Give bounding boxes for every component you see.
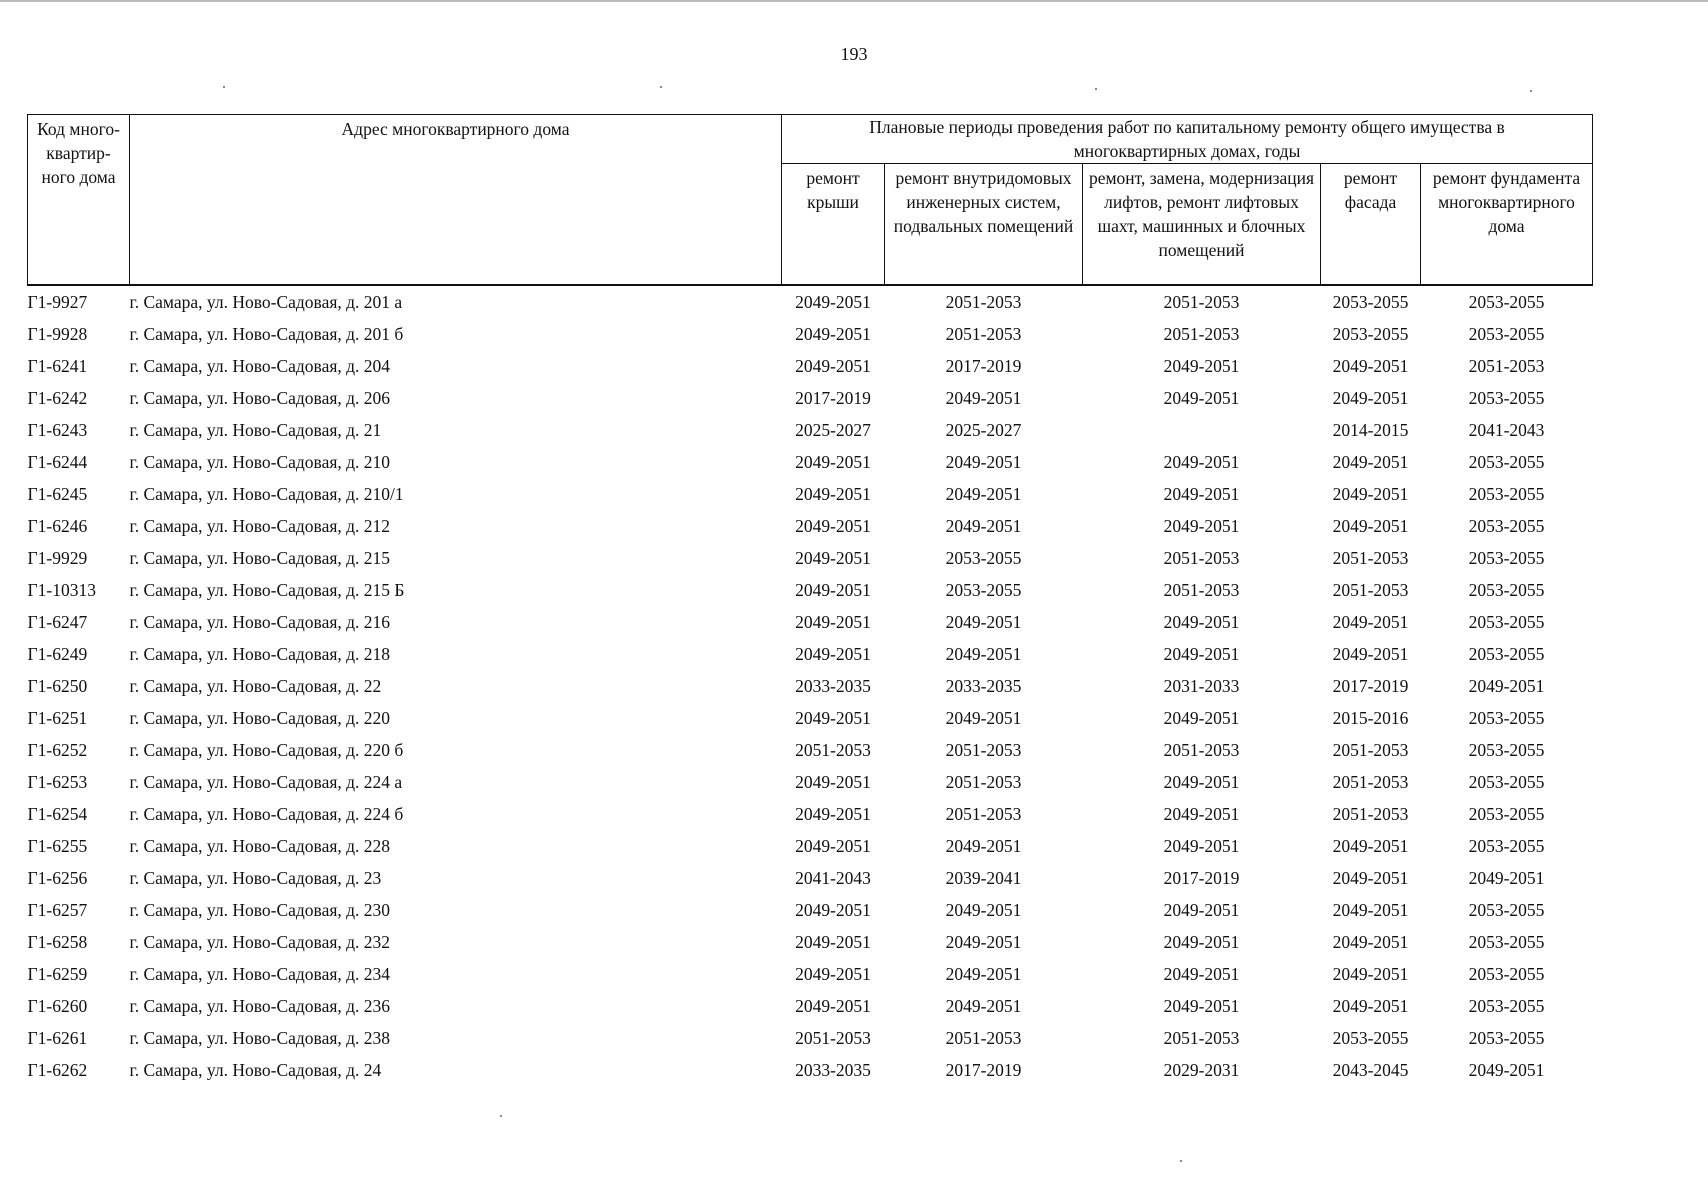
cell-address: г. Самара, ул. Ново-Садовая, д. 220 xyxy=(129,708,391,728)
cell-foundation: 2053-2055 xyxy=(1468,484,1545,504)
cell-foundation: 2053-2055 xyxy=(1468,516,1545,536)
scan-speck xyxy=(500,1115,502,1117)
cell-foundation: 2053-2055 xyxy=(1468,900,1545,920)
cell-elevators: 2051-2053 xyxy=(1163,1028,1240,1048)
cell-facade: 2049-2051 xyxy=(1332,644,1409,664)
scan-speck xyxy=(1530,90,1532,92)
cell-facade: 2051-2053 xyxy=(1332,548,1409,568)
cell-foundation: 2053-2055 xyxy=(1468,964,1545,984)
cell-address: г. Самара, ул. Ново-Садовая, д. 204 xyxy=(129,356,391,376)
cell-engineering: 2025-2027 xyxy=(945,420,1022,440)
table-row xyxy=(28,958,1593,990)
cell-code: Г1-6255 xyxy=(27,836,88,856)
cell-roof: 2049-2051 xyxy=(795,772,871,792)
page-number: 193 xyxy=(840,44,868,64)
cell-code: Г1-9929 xyxy=(27,548,88,568)
cell-address: г. Самара, ул. Ново-Садовая, д. 224 а xyxy=(129,772,403,792)
cell-foundation: 2049-2051 xyxy=(1468,868,1545,888)
cell-facade: 2051-2053 xyxy=(1332,804,1409,824)
cell-facade: 2049-2051 xyxy=(1332,900,1409,920)
cell-engineering: 2051-2053 xyxy=(945,292,1022,312)
cell-engineering: 2017-2019 xyxy=(945,1060,1022,1080)
cell-engineering: 2051-2053 xyxy=(945,804,1022,824)
cell-foundation: 2053-2055 xyxy=(1468,772,1545,792)
cell-address: г. Самара, ул. Ново-Садовая, д. 22 xyxy=(129,676,382,696)
cell-foundation: 2053-2055 xyxy=(1468,1028,1545,1048)
cell-foundation: 2053-2055 xyxy=(1468,932,1545,952)
cell-code: Г1-6241 xyxy=(27,356,88,376)
cell-engineering: 2049-2051 xyxy=(945,900,1022,920)
cell-engineering: 2049-2051 xyxy=(945,516,1022,536)
cell-address: г. Самара, ул. Ново-Садовая, д. 23 xyxy=(129,868,382,888)
cell-roof: 2049-2051 xyxy=(795,292,871,312)
cell-foundation: 2053-2055 xyxy=(1468,612,1545,632)
table-row xyxy=(28,285,1593,318)
cell-address: г. Самара, ул. Ново-Садовая, д. 201 б xyxy=(129,324,404,344)
cell-engineering: 2049-2051 xyxy=(945,996,1022,1016)
scan-top-border xyxy=(0,0,1708,2)
cell-elevators: 2049-2051 xyxy=(1163,356,1240,376)
cell-engineering: 2051-2053 xyxy=(945,324,1022,344)
cell-elevators: 2049-2051 xyxy=(1163,484,1240,504)
cell-roof: 2049-2051 xyxy=(795,484,871,504)
cell-engineering: 2049-2051 xyxy=(945,452,1022,472)
cell-code: Г1-6253 xyxy=(27,772,88,792)
cell-engineering: 2039-2041 xyxy=(945,868,1022,888)
cell-roof: 2049-2051 xyxy=(795,964,871,984)
cell-foundation: 2053-2055 xyxy=(1468,292,1545,312)
cell-elevators: 2049-2051 xyxy=(1163,612,1240,632)
scan-speck xyxy=(660,86,662,88)
cell-elevators: 2049-2051 xyxy=(1163,772,1240,792)
cell-facade: 2049-2051 xyxy=(1332,612,1409,632)
cell-code: Г1-6259 xyxy=(27,964,88,984)
table-row xyxy=(28,702,1593,734)
cell-roof: 2049-2051 xyxy=(795,932,871,952)
table-row xyxy=(28,830,1593,862)
header-roof: ремонт крыши xyxy=(782,164,885,286)
cell-code: Г1-6261 xyxy=(27,1028,88,1048)
cell-engineering: 2049-2051 xyxy=(945,388,1022,408)
cell-facade: 2049-2051 xyxy=(1332,516,1409,536)
cell-address: г. Самара, ул. Ново-Садовая, д. 218 xyxy=(129,644,391,664)
cell-roof: 2025-2027 xyxy=(795,420,871,440)
cell-elevators: 2051-2053 xyxy=(1163,292,1240,312)
cell-facade: 2049-2051 xyxy=(1332,356,1409,376)
capital-repair-table xyxy=(27,114,1593,1086)
cell-foundation: 2049-2051 xyxy=(1468,1060,1545,1080)
cell-facade: 2049-2051 xyxy=(1332,484,1409,504)
table-row xyxy=(28,670,1593,702)
cell-engineering: 2049-2051 xyxy=(945,708,1022,728)
cell-foundation: 2053-2055 xyxy=(1468,644,1545,664)
cell-engineering: 2049-2051 xyxy=(945,964,1022,984)
cell-code: Г1-6256 xyxy=(27,868,88,888)
cell-roof: 2049-2051 xyxy=(795,836,871,856)
cell-code: Г1-6249 xyxy=(27,644,88,664)
table-row xyxy=(28,1022,1593,1054)
cell-facade: 2053-2055 xyxy=(1332,324,1409,344)
cell-code: Г1-6260 xyxy=(27,996,88,1016)
cell-roof: 2049-2051 xyxy=(795,900,871,920)
cell-facade: 2053-2055 xyxy=(1332,292,1409,312)
cell-foundation: 2053-2055 xyxy=(1468,804,1545,824)
table-row xyxy=(28,574,1593,606)
cell-elevators: 2049-2051 xyxy=(1163,644,1240,664)
cell-foundation: 2053-2055 xyxy=(1468,740,1545,760)
scan-speck xyxy=(1180,1160,1182,1162)
cell-roof: 2017-2019 xyxy=(795,388,871,408)
cell-facade: 2053-2055 xyxy=(1332,1028,1409,1048)
cell-elevators: 2049-2051 xyxy=(1163,452,1240,472)
cell-code: Г1-6254 xyxy=(27,804,88,824)
header-address: Адрес многоквартирного дома xyxy=(130,115,782,286)
cell-roof: 2049-2051 xyxy=(795,612,871,632)
cell-address: г. Самара, ул. Ново-Садовая, д. 220 б xyxy=(129,740,404,760)
cell-roof: 2049-2051 xyxy=(795,996,871,1016)
table-row xyxy=(28,990,1593,1022)
table-row xyxy=(28,414,1593,446)
cell-engineering: 2033-2035 xyxy=(945,676,1022,696)
cell-elevators: 2049-2051 xyxy=(1163,516,1240,536)
cell-roof: 2049-2051 xyxy=(795,356,871,376)
table-row xyxy=(28,446,1593,478)
cell-foundation: 2053-2055 xyxy=(1468,836,1545,856)
cell-engineering: 2049-2051 xyxy=(945,836,1022,856)
cell-elevators: 2051-2053 xyxy=(1163,580,1240,600)
cell-address: г. Самара, ул. Ново-Садовая, д. 212 xyxy=(129,516,391,536)
cell-facade: 2049-2051 xyxy=(1332,836,1409,856)
cell-roof: 2049-2051 xyxy=(795,580,871,600)
cell-roof: 2049-2051 xyxy=(795,452,871,472)
cell-address: г. Самара, ул. Ново-Садовая, д. 238 xyxy=(129,1028,391,1048)
table-row xyxy=(28,318,1593,350)
cell-code: Г1-6251 xyxy=(27,708,88,728)
table-row xyxy=(28,606,1593,638)
cell-facade: 2014-2015 xyxy=(1332,420,1409,440)
cell-foundation: 2053-2055 xyxy=(1468,388,1545,408)
cell-code: Г1-6257 xyxy=(27,900,88,920)
cell-facade: 2051-2053 xyxy=(1332,740,1409,760)
cell-foundation: 2053-2055 xyxy=(1468,708,1545,728)
cell-address: г. Самара, ул. Ново-Садовая, д. 230 xyxy=(129,900,391,920)
cell-foundation: 2053-2055 xyxy=(1468,580,1545,600)
header-engineering: ремонт внутридомовых инженерных систем, подвальных помещений xyxy=(885,164,1083,286)
cell-address: г. Самара, ул. Ново-Садовая, д. 206 xyxy=(129,388,391,408)
cell-engineering: 2049-2051 xyxy=(945,644,1022,664)
header-periods-group: Плановые периоды проведения работ по капитальному ремонту общего имущества в многоквартирных домах, годы xyxy=(782,115,1593,164)
cell-elevators: 2031-2033 xyxy=(1163,676,1240,696)
table-row xyxy=(28,382,1593,414)
cell-elevators: 2051-2053 xyxy=(1163,548,1240,568)
table-row xyxy=(28,478,1593,510)
cell-elevators: 2017-2019 xyxy=(1163,868,1240,888)
cell-engineering: 2051-2053 xyxy=(945,740,1022,760)
cell-engineering: 2017-2019 xyxy=(945,356,1022,376)
table-row xyxy=(28,926,1593,958)
table-body xyxy=(28,285,1593,1086)
cell-address: г. Самара, ул. Ново-Садовая, д. 24 xyxy=(129,1060,382,1080)
cell-address: г. Самара, ул. Ново-Садовая, д. 215 xyxy=(129,548,391,568)
table-header xyxy=(28,115,1593,286)
header-facade: ремонт фасада xyxy=(1321,164,1421,286)
cell-facade: 2049-2051 xyxy=(1332,964,1409,984)
cell-facade: 2049-2051 xyxy=(1332,868,1409,888)
cell-engineering: 2051-2053 xyxy=(945,1028,1022,1048)
cell-code: Г1-6252 xyxy=(27,740,88,760)
cell-code: Г1-9928 xyxy=(27,324,88,344)
cell-roof: 2049-2051 xyxy=(795,708,871,728)
cell-elevators: 2049-2051 xyxy=(1163,900,1240,920)
table-row xyxy=(28,638,1593,670)
cell-engineering: 2049-2051 xyxy=(945,932,1022,952)
cell-foundation: 2049-2051 xyxy=(1468,676,1545,696)
cell-facade: 2017-2019 xyxy=(1332,676,1409,696)
cell-address: г. Самара, ул. Ново-Садовая, д. 236 xyxy=(129,996,391,1016)
cell-engineering: 2049-2051 xyxy=(945,484,1022,504)
cell-address: г. Самара, ул. Ново-Садовая, д. 201 а xyxy=(129,292,403,312)
table-row xyxy=(28,1054,1593,1086)
cell-code: Г1-6258 xyxy=(27,932,88,952)
cell-facade: 2049-2051 xyxy=(1332,388,1409,408)
cell-engineering: 2051-2053 xyxy=(945,772,1022,792)
cell-facade: 2051-2053 xyxy=(1332,580,1409,600)
cell-roof: 2049-2051 xyxy=(795,644,871,664)
cell-code: Г1-6247 xyxy=(27,612,88,632)
cell-roof: 2033-2035 xyxy=(795,676,871,696)
cell-roof: 2041-2043 xyxy=(795,868,871,888)
cell-elevators: 2049-2051 xyxy=(1163,708,1240,728)
cell-address: г. Самара, ул. Ново-Садовая, д. 210/1 xyxy=(129,484,404,504)
cell-elevators: 2049-2051 xyxy=(1163,804,1240,824)
cell-address: г. Самара, ул. Ново-Садовая, д. 210 xyxy=(129,452,391,472)
cell-foundation: 2053-2055 xyxy=(1468,324,1545,344)
scan-speck xyxy=(1095,88,1097,90)
cell-roof: 2049-2051 xyxy=(795,804,871,824)
cell-foundation: 2051-2053 xyxy=(1468,356,1545,376)
cell-foundation: 2053-2055 xyxy=(1468,548,1545,568)
cell-code: Г1-6242 xyxy=(27,388,88,408)
cell-address: г. Самара, ул. Ново-Садовая, д. 21 xyxy=(129,420,382,440)
header-code: Код много-квартир-ного дома xyxy=(28,115,130,286)
cell-code: Г1-6244 xyxy=(27,452,88,472)
scan-speck xyxy=(223,86,225,88)
header-foundation: ремонт фундамента многоквартирного дома xyxy=(1421,164,1593,286)
cell-code: Г1-10313 xyxy=(27,580,96,600)
cell-roof: 2049-2051 xyxy=(795,548,871,568)
table-row xyxy=(28,734,1593,766)
cell-elevators xyxy=(1083,414,1321,446)
cell-engineering: 2053-2055 xyxy=(945,548,1022,568)
cell-facade: 2049-2051 xyxy=(1332,452,1409,472)
cell-facade: 2043-2045 xyxy=(1332,1060,1409,1080)
cell-engineering: 2053-2055 xyxy=(945,580,1022,600)
cell-roof: 2049-2051 xyxy=(795,324,871,344)
cell-roof: 2033-2035 xyxy=(795,1060,871,1080)
cell-code: Г1-6262 xyxy=(27,1060,88,1080)
cell-address: г. Самара, ул. Ново-Садовая, д. 224 б xyxy=(129,804,404,824)
cell-address: г. Самара, ул. Ново-Садовая, д. 216 xyxy=(129,612,391,632)
cell-elevators: 2049-2051 xyxy=(1163,836,1240,856)
cell-code: Г1-6250 xyxy=(27,676,88,696)
cell-elevators: 2049-2051 xyxy=(1163,388,1240,408)
cell-address: г. Самара, ул. Ново-Садовая, д. 215 Б xyxy=(129,580,405,600)
cell-code: Г1-9927 xyxy=(27,292,88,312)
cell-foundation: 2053-2055 xyxy=(1468,996,1545,1016)
cell-elevators: 2049-2051 xyxy=(1163,932,1240,952)
cell-roof: 2049-2051 xyxy=(795,516,871,536)
cell-facade: 2049-2051 xyxy=(1332,932,1409,952)
cell-elevators: 2049-2051 xyxy=(1163,996,1240,1016)
cell-roof: 2051-2053 xyxy=(795,1028,871,1048)
header-elevators: ремонт, замена, модернизация лифтов, ремонт лифтовых шахт, машинных и блочных помещений xyxy=(1083,164,1321,286)
cell-address: г. Самара, ул. Ново-Садовая, д. 232 xyxy=(129,932,391,952)
table-row xyxy=(28,894,1593,926)
cell-facade: 2015-2016 xyxy=(1332,708,1409,728)
cell-elevators: 2051-2053 xyxy=(1163,324,1240,344)
cell-code: Г1-6246 xyxy=(27,516,88,536)
table-row xyxy=(28,798,1593,830)
table-row xyxy=(28,766,1593,798)
cell-address: г. Самара, ул. Ново-Садовая, д. 228 xyxy=(129,836,391,856)
cell-elevators: 2049-2051 xyxy=(1163,964,1240,984)
table-row xyxy=(28,542,1593,574)
table-row xyxy=(28,510,1593,542)
cell-facade: 2049-2051 xyxy=(1332,996,1409,1016)
cell-foundation: 2041-2043 xyxy=(1468,420,1545,440)
table-row xyxy=(28,862,1593,894)
cell-roof: 2051-2053 xyxy=(795,740,871,760)
cell-elevators: 2051-2053 xyxy=(1163,740,1240,760)
cell-engineering: 2049-2051 xyxy=(945,612,1022,632)
cell-address: г. Самара, ул. Ново-Садовая, д. 234 xyxy=(129,964,391,984)
cell-elevators: 2029-2031 xyxy=(1163,1060,1240,1080)
cell-code: Г1-6245 xyxy=(27,484,88,504)
table-row xyxy=(28,350,1593,382)
cell-code: Г1-6243 xyxy=(27,420,88,440)
cell-foundation: 2053-2055 xyxy=(1468,452,1545,472)
cell-facade: 2051-2053 xyxy=(1332,772,1409,792)
